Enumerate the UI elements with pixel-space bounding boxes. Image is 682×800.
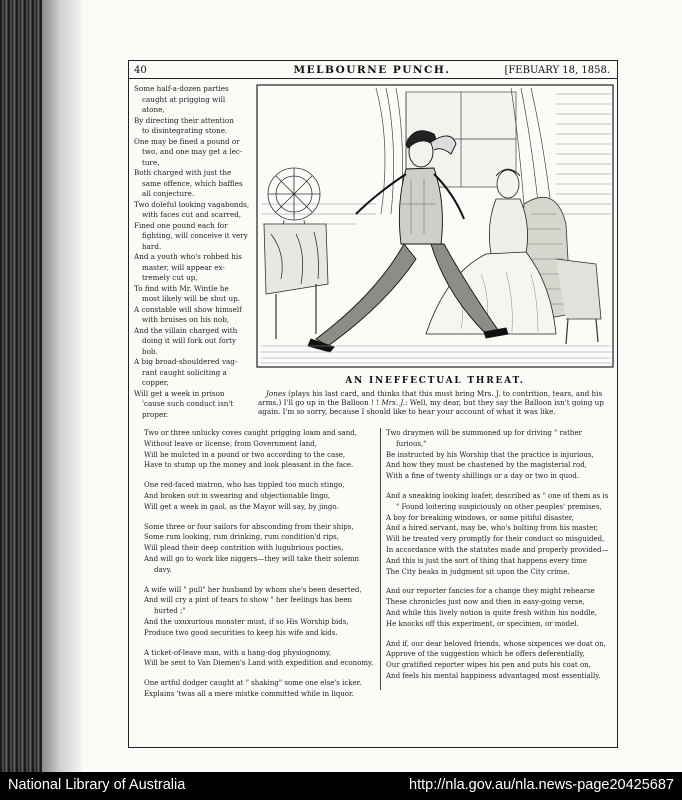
verse-line: And will go to work like niggers—they will take their solemn xyxy=(144,554,360,563)
verse-line: Have to stump up the money and look pleasant in the face. xyxy=(144,461,354,470)
left-verse-line: hard. xyxy=(142,241,162,251)
verse-line: Will be sent to Van Diemen's Land with expedition and economy. xyxy=(144,659,374,668)
verse-stanza xyxy=(386,428,614,482)
page-gutter-shadow xyxy=(42,0,82,772)
verse-line: And while this lively notion is quite fresh within his noddle, xyxy=(386,608,597,617)
issue-date: [FEBUARY 18, 1858. xyxy=(504,65,610,76)
verse-line: Without leave or license, from Government land, xyxy=(144,439,318,448)
verse-stanza xyxy=(144,522,376,576)
verse-line: And a sneaking looking loafer, described as " one of them as is xyxy=(386,491,609,500)
column-divider xyxy=(380,428,381,690)
caption-line-1: (plays his last card, and thinks that this must bring Mrs. J. to contrition, tears, and his arms.) I'll go up in the Balloon ! ! xyxy=(258,389,603,407)
left-verse-line: master, will appear ex- xyxy=(142,262,225,272)
verse-line: And this is just the sort of thing that happens every time xyxy=(386,556,587,565)
left-verse-line: One may be fined a pound or xyxy=(134,136,240,146)
left-verse-line: To find with Mr. Wintle he xyxy=(134,283,229,293)
caption-speaker-jones: Jones xyxy=(266,389,286,398)
verse-stanza xyxy=(144,480,376,512)
verse-line: And broken out in swearing and objectionable lingo, xyxy=(144,491,331,500)
verse-line: And the uxuxurious monster must, if so His Worship bids, xyxy=(144,617,349,626)
verse-line: furious," xyxy=(396,439,427,448)
left-verse-line: Two doleful looking vagabonds, xyxy=(134,199,250,209)
middle-verse-column xyxy=(144,428,376,709)
left-verse-line: And the villain charged with xyxy=(134,325,238,335)
archive-footer xyxy=(0,772,682,800)
verse-line: A ticket-of-leave man, with a hang-dog physiognomy, xyxy=(144,648,332,657)
engraving-illustration xyxy=(256,84,614,368)
verse-line: Be instructed by his Worship that the practice is injurious, xyxy=(386,450,594,459)
verse-line: Some three or four sailors for absconding from their ships, xyxy=(144,522,354,531)
left-verse-line: with bruises on his nob, xyxy=(142,315,230,324)
verse-line: " Found loitering suspiciously on other peoples' premises, xyxy=(396,502,602,511)
left-verse-line: fighting, will conceive it very xyxy=(142,231,248,240)
illustration-title: AN INEFFECTUAL THREAT. xyxy=(345,376,525,386)
verse-stanza xyxy=(386,586,614,629)
left-verse-line: caught at prigging will xyxy=(142,94,226,104)
left-verse-line: Will get a week in prison xyxy=(134,388,225,398)
verse-stanza xyxy=(386,491,614,577)
left-verse-line: 'cause such conduct isn't xyxy=(142,399,234,408)
left-verse-line: Fined one pound each for xyxy=(134,220,228,230)
verse-line: hurted ;" xyxy=(154,607,186,616)
verse-line: A wife will " pull" her husband by whom she's been deserted, xyxy=(144,585,362,594)
page-number: 40 xyxy=(134,65,147,76)
verse-line: Will be treated very promptly for their conduct so misguided, xyxy=(386,535,605,544)
left-verse-line: two, and one may get a lec- xyxy=(142,147,243,156)
left-verse-column xyxy=(134,84,251,420)
left-verse-line: doing it will fork out forty xyxy=(142,336,237,345)
left-verse-line: to disintegrating stone. xyxy=(142,126,228,135)
left-verse-line: A big broad-shouldered vag- xyxy=(134,357,238,366)
floor-hatching xyxy=(261,346,611,363)
left-verse-line: Some half-a-dozen parties xyxy=(134,84,229,93)
illustration-caption xyxy=(258,389,612,416)
left-verse-line: rant caught soliciting a xyxy=(142,367,227,377)
verse-line: And feels his mental happiness advantaged most essentially. xyxy=(386,671,601,680)
left-verse-line: Both charged with just the xyxy=(134,168,232,177)
verse-line: And will cry a pint of tears to show " her feelings has been xyxy=(144,596,353,605)
verse-line: Our gratified reporter wipes his pen and puts his coat on, xyxy=(386,661,591,670)
left-verse-line: most likely will be shut up. xyxy=(142,294,240,303)
verse-stanza xyxy=(144,585,376,639)
verse-line: Produce two good securities to keep his wife and kids. xyxy=(144,628,338,637)
left-verse-line: with faces cut and scarred, xyxy=(142,210,242,219)
verse-line: The City beaks in judgment sit upon the City crime. xyxy=(386,567,570,576)
left-verse-line: A constable will show himself xyxy=(134,304,242,314)
verse-stanza xyxy=(144,678,376,700)
page-header xyxy=(128,63,616,79)
left-verse-line: tremely cut up, xyxy=(142,273,198,282)
verse-line: He knocks off this experiment, or specimen, or model. xyxy=(386,619,579,628)
verse-line: Explains 'twas all a mere mistke committed while in liquor. xyxy=(144,689,354,698)
verse-line: And if, our dear beloved friends, whose sixpences we doat on, xyxy=(386,639,606,648)
left-verse-line: same offence, which baffles xyxy=(142,178,243,188)
verse-line: Two or three unlucky coves caught prigging loam and sand, xyxy=(144,429,357,437)
verse-line: And how they must be chastened by the magisterial rod, xyxy=(386,461,587,470)
caption-speaker-mrs-j: Mrs. J. xyxy=(381,398,406,407)
verse-line: One red-faced matron, who has tippled too much stingo, xyxy=(144,481,345,490)
caption-line-2: : Well, my dear, but they say the Balloon isn't going up again. I'm so sorry, because I should like to hear your account of what it was like. xyxy=(258,398,604,416)
verse-line: Will get a week in gaol, as the Mayor will say, by jingo. xyxy=(144,502,339,511)
verse-line: And a hired servant, may be, who's bolting from his master, xyxy=(386,524,599,533)
verse-stanza xyxy=(144,428,376,471)
verse-line: Will be mulcted in a pound or two according to the case, xyxy=(144,450,346,459)
left-verse-line: proper. xyxy=(142,409,169,419)
verse-line: One artful dodger caught at " shaking" some one else's icker. xyxy=(144,679,362,688)
right-verse-column xyxy=(386,428,614,691)
left-verse-line: ture, xyxy=(142,157,160,167)
verse-line: With a fine of twenty shillings or a day or two in quod. xyxy=(386,472,580,481)
book-binding-edge xyxy=(0,0,42,772)
verse-line: These chronicles just now and then in easy-going verse, xyxy=(386,598,585,607)
verse-line: Approve of the suggestion which he offers deferentially, xyxy=(386,650,585,659)
verse-line: And our reporter fancies for a change they might rehearse xyxy=(386,587,595,596)
verse-stanza xyxy=(144,648,376,670)
verse-line: Will plead their deep contrition with lugubrious pocties, xyxy=(144,544,344,553)
verse-line: Two draymen will be summoned up for driving " rather xyxy=(386,429,582,437)
header-rule xyxy=(128,78,618,79)
left-verse-line: all conjecture. xyxy=(142,189,195,198)
library-credit: National Library of Australia xyxy=(8,777,186,793)
masthead-title: MELBOURNE PUNCH. xyxy=(293,64,451,76)
side-table xyxy=(264,224,328,339)
verse-stanza xyxy=(386,639,614,682)
left-verse-line: bob. xyxy=(142,346,158,356)
verse-line: Some rum looking, rum drinking, rum condition'd rips, xyxy=(144,533,339,542)
left-verse-line: atone, xyxy=(142,105,165,114)
left-verse-line: And a youth who's robbed his xyxy=(134,252,242,261)
verse-line: A boy for breaking windows, or some pitiful disaster, xyxy=(386,513,574,522)
source-url[interactable]: http://nla.gov.au/nla.news-page20425687 xyxy=(409,777,674,793)
verse-line: davy. xyxy=(154,565,172,574)
left-verse-line: copper, xyxy=(142,378,169,387)
left-verse-line: By directing their attention xyxy=(134,115,234,125)
verse-line: In accordance with the statutes made and properly provided— xyxy=(386,545,609,554)
